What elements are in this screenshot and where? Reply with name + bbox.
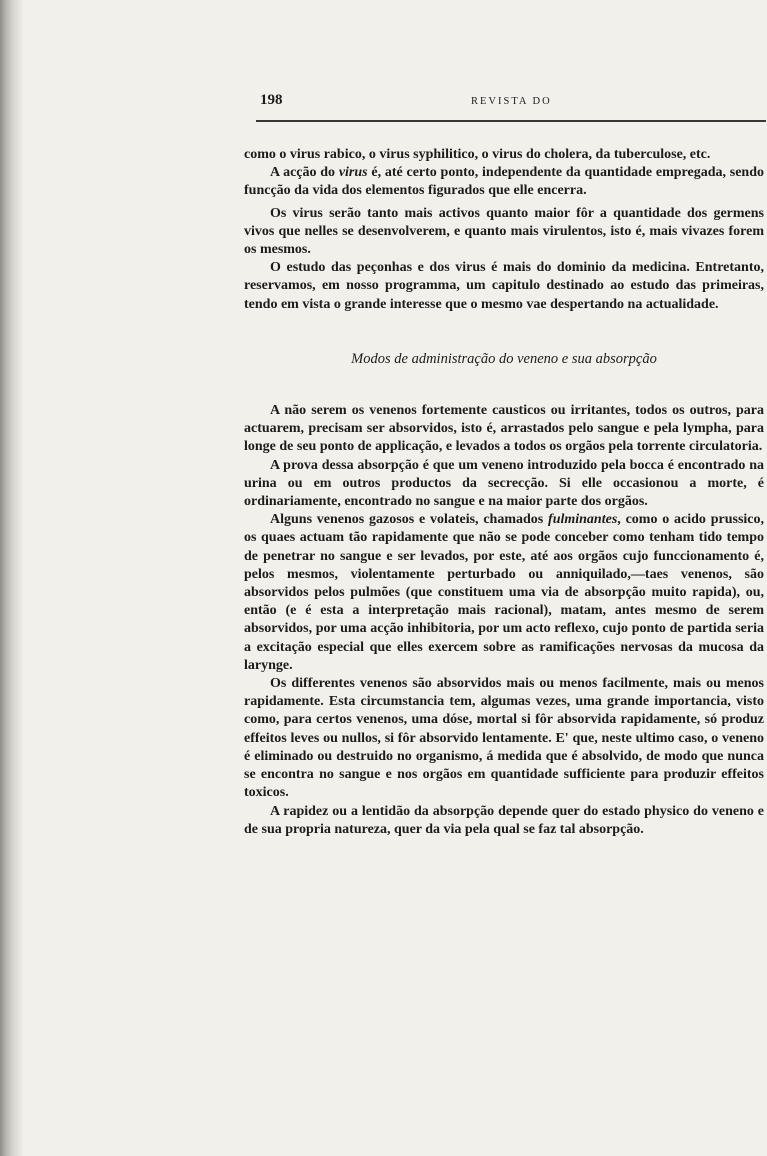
paragraph-text: , como o acido prussico, os quaes actuam tão rapidamente que não se pode conceber como tenham tido tempo de penetrar no sangue e ser levados, por este, até aos orgãos cujo funccionamento é, pelos mesmos, violentamente perturbado ou anniquilado,—taes venenos, são absorvidos pelos pulmões (que constituem uma via de absorpção muito rapida), ou, então (e é esta a interpretação mais racional), matam, antes mesmo de serem absorvidos, por uma acção inhibitoria, por um acto reflexo, cujo ponto de partida seria a excitação especial que elles exercem sobre as ramificações nervosas da mucosa da larynge. — [244, 512, 764, 673]
italic-term: fulminantes — [548, 512, 618, 528]
paragraph: como o virus rabico, o virus syphilitico, o virus do cholera, da tuberculose, etc. — [244, 147, 711, 162]
paragraph: Os differentes venenos são absorvidos mais ou menos facilmente, mais ou menos rapidamente. Esta circumstancia tem, algumas vezes, uma grande importancia, visto como, para certos venenos, uma dóse, mortal si fôr absorvida rapidamente, só produz effeitos leves ou nullos, si fôr absorvido lentamente. E' que, neste ultimo caso, o veneno é eliminado ou destruido no organismo, á medida que é absolvido, de modo que nunca se encontra no sangue e nos orgãos em quantidade sufficiente para produzir effeitos toxicos. — [244, 676, 764, 801]
paragraph-text: é, até certo ponto, independente da quantidade empregada, sendo funcção da vida dos elementos figurados que elle encerra. — [244, 165, 765, 199]
paragraph: A prova dessa absorpção é que um veneno introduzido pela bocca é encontrado na urina ou em outros productos da secrecção. Si elle occasionou a morte, é ordinariamente, encontrado no sangue e na maior parte dos orgãos. — [244, 457, 764, 510]
paragraph — [244, 511, 764, 675]
italic-term: virus — [338, 165, 368, 181]
paragraph-text: A acção do — [270, 165, 339, 181]
body-text — [244, 146, 764, 839]
paragraph: A não serem os venenos fortemente causticos ou irritantes, todos os outros, para actuarem, precisam ser absorvidos, isto é, arrastados pelo sangue e pela lympha, para longe de seu ponto de applicação, e levados a todos os orgãos pela torrente circulatoria. — [244, 403, 764, 455]
page-number: 198 — [260, 92, 283, 108]
paragraph: Os virus serão tanto mais activos quanto maior fôr a quantidade dos germens vivos que nelles se desenvolverem, e quanto mais virulentos, isto é, mais vivazes forem os mesmos. — [244, 205, 764, 258]
paragraph: O estudo das peçonhas e dos virus é mais do dominio da medicina. Entretanto, reservamos, em nosso programma, um capitulo destinado ao estudo das primeiras, tendo em vista o grande interesse que o mesmo vae despertando na actualidade. — [244, 260, 764, 312]
paragraph: A rapidez ou a lentidão da absorpção depende quer do estado physico do veneno e de sua propria natureza, quer da via pela qual se faz tal absorpção. — [244, 803, 764, 837]
paragraph-text: Alguns venenos gazosos e volateis, chamados — [270, 512, 549, 528]
header-rule — [256, 120, 766, 122]
page-header — [256, 92, 766, 118]
paragraph — [244, 164, 764, 200]
running-head: REVISTA DO — [471, 96, 552, 107]
scan-edge-shadow — [0, 0, 24, 1156]
section-title: Modos de administração do veneno e sua absorpção — [351, 350, 657, 367]
